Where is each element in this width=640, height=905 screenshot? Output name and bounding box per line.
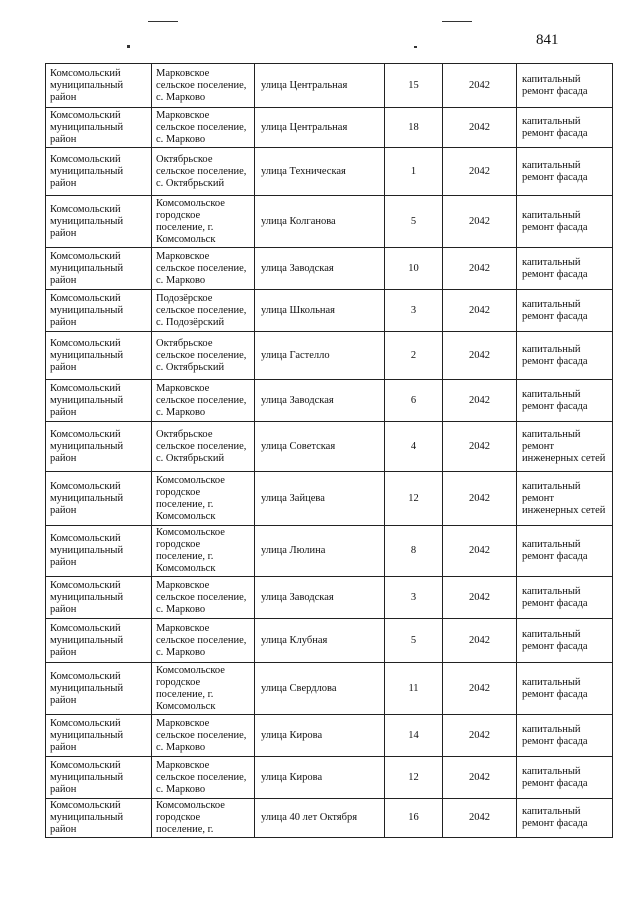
table-row: [46, 64, 613, 108]
district-cell: Комсомольский муниципальный район: [46, 715, 152, 757]
street-cell: улица Советская: [255, 422, 385, 472]
district-cell: Комсомольский муниципальный район: [46, 619, 152, 663]
work-type-cell: капитальный ремонт фасада: [517, 619, 613, 663]
district-cell: Комсомольский муниципальный район: [46, 248, 152, 290]
settlement-cell: Октябрьское сельское поселение, с. Октябрьский: [152, 148, 255, 196]
work-type-cell: капитальный ремонт фасада: [517, 196, 613, 248]
page-number: 841: [536, 32, 559, 48]
table-row: [46, 619, 613, 663]
street-cell: улица 40 лет Октября: [255, 799, 385, 838]
settlement-cell: Марковское сельское поселение, с. Марково: [152, 108, 255, 148]
table-row: [46, 332, 613, 380]
table-row: [46, 472, 613, 526]
table-row: [46, 108, 613, 148]
district-cell: Комсомольский муниципальный район: [46, 148, 152, 196]
settlement-cell: Комсомольское городское поселение, г. Комсомольск: [152, 472, 255, 526]
work-type-cell: капитальный ремонт фасада: [517, 248, 613, 290]
district-cell: Комсомольский муниципальный район: [46, 290, 152, 332]
district-cell: Комсомольский муниципальный район: [46, 577, 152, 619]
table-row: [46, 715, 613, 757]
scan-mark: [442, 21, 472, 22]
table-row: [46, 577, 613, 619]
house-number-cell: 18: [385, 108, 443, 148]
year-cell: 2042: [443, 715, 517, 757]
house-number-cell: 5: [385, 619, 443, 663]
house-number-cell: 16: [385, 799, 443, 838]
house-number-cell: 14: [385, 715, 443, 757]
year-cell: 2042: [443, 248, 517, 290]
year-cell: 2042: [443, 380, 517, 422]
house-number-cell: 4: [385, 422, 443, 472]
district-cell: Комсомольский муниципальный район: [46, 663, 152, 715]
settlement-cell: Комсомольское городское поселение, г.: [152, 799, 255, 838]
street-cell: улица Центральная: [255, 108, 385, 148]
work-type-cell: капитальный ремонт инженерных сетей: [517, 472, 613, 526]
house-number-cell: 3: [385, 290, 443, 332]
work-type-cell: капитальный ремонт фасада: [517, 290, 613, 332]
settlement-cell: Октябрьское сельское поселение, с. Октябрьский: [152, 332, 255, 380]
work-type-cell: капитальный ремонт фасада: [517, 64, 613, 108]
table-row: [46, 148, 613, 196]
settlement-cell: Марковское сельское поселение, с. Марково: [152, 64, 255, 108]
year-cell: 2042: [443, 64, 517, 108]
house-number-cell: 12: [385, 472, 443, 526]
work-type-cell: капитальный ремонт фасада: [517, 148, 613, 196]
work-type-cell: капитальный ремонт фасада: [517, 799, 613, 838]
settlement-cell: Марковское сельское поселение, с. Марково: [152, 248, 255, 290]
street-cell: улица Зайцева: [255, 472, 385, 526]
street-cell: улица Клубная: [255, 619, 385, 663]
settlement-cell: Марковское сельское поселение, с. Марково: [152, 380, 255, 422]
year-cell: 2042: [443, 290, 517, 332]
house-number-cell: 11: [385, 663, 443, 715]
street-cell: улица Кирова: [255, 757, 385, 799]
house-number-cell: 8: [385, 526, 443, 577]
work-type-cell: капитальный ремонт инженерных сетей: [517, 422, 613, 472]
district-cell: Комсомольский муниципальный район: [46, 332, 152, 380]
work-type-cell: капитальный ремонт фасада: [517, 577, 613, 619]
settlement-cell: Подозёрское сельское поселение, с. Подозёрский: [152, 290, 255, 332]
table-row: [46, 422, 613, 472]
work-type-cell: капитальный ремонт фасада: [517, 526, 613, 577]
table-row: [46, 380, 613, 422]
year-cell: 2042: [443, 108, 517, 148]
house-number-cell: 12: [385, 757, 443, 799]
work-type-cell: капитальный ремонт фасада: [517, 757, 613, 799]
district-cell: Комсомольский муниципальный район: [46, 108, 152, 148]
street-cell: улица Школьная: [255, 290, 385, 332]
street-cell: улица Гастелло: [255, 332, 385, 380]
house-number-cell: 3: [385, 577, 443, 619]
settlement-cell: Комсомольское городское поселение, г. Комсомольск: [152, 196, 255, 248]
year-cell: 2042: [443, 577, 517, 619]
year-cell: 2042: [443, 799, 517, 838]
settlement-cell: Комсомольское городское поселение, г. Комсомольск: [152, 526, 255, 577]
house-number-cell: 5: [385, 196, 443, 248]
year-cell: 2042: [443, 472, 517, 526]
settlement-cell: Комсомольское городское поселение, г. Комсомольск: [152, 663, 255, 715]
work-type-cell: капитальный ремонт фасада: [517, 108, 613, 148]
table-row: [46, 799, 613, 838]
table-row: [46, 196, 613, 248]
district-cell: Комсомольский муниципальный район: [46, 422, 152, 472]
table-row: [46, 248, 613, 290]
year-cell: 2042: [443, 757, 517, 799]
table-row: [46, 526, 613, 577]
year-cell: 2042: [443, 332, 517, 380]
street-cell: улица Люлина: [255, 526, 385, 577]
scan-mark: [148, 21, 178, 22]
district-cell: Комсомольский муниципальный район: [46, 757, 152, 799]
table-row: [46, 663, 613, 715]
scan-mark: [414, 46, 417, 48]
district-cell: Комсомольский муниципальный район: [46, 526, 152, 577]
house-number-cell: 2: [385, 332, 443, 380]
district-cell: Комсомольский муниципальный район: [46, 472, 152, 526]
street-cell: улица Техническая: [255, 148, 385, 196]
settlement-cell: Марковское сельское поселение, с. Марково: [152, 757, 255, 799]
work-type-cell: капитальный ремонт фасада: [517, 332, 613, 380]
house-number-cell: 1: [385, 148, 443, 196]
street-cell: улица Заводская: [255, 577, 385, 619]
work-type-cell: капитальный ремонт фасада: [517, 380, 613, 422]
year-cell: 2042: [443, 526, 517, 577]
settlement-cell: Марковское сельское поселение, с. Марково: [152, 577, 255, 619]
street-cell: улица Заводская: [255, 380, 385, 422]
street-cell: улица Центральная: [255, 64, 385, 108]
street-cell: улица Колганова: [255, 196, 385, 248]
table-body: [46, 64, 613, 838]
work-type-cell: капитальный ремонт фасада: [517, 715, 613, 757]
district-cell: Комсомольский муниципальный район: [46, 799, 152, 838]
table-row: [46, 290, 613, 332]
data-table: [45, 63, 613, 838]
work-type-cell: капитальный ремонт фасада: [517, 663, 613, 715]
settlement-cell: Октябрьское сельское поселение, с. Октябрьский: [152, 422, 255, 472]
year-cell: 2042: [443, 196, 517, 248]
house-number-cell: 10: [385, 248, 443, 290]
settlement-cell: Марковское сельское поселение, с. Марково: [152, 619, 255, 663]
district-cell: Комсомольский муниципальный район: [46, 196, 152, 248]
street-cell: улица Заводская: [255, 248, 385, 290]
district-cell: Комсомольский муниципальный район: [46, 380, 152, 422]
settlement-cell: Марковское сельское поселение, с. Марково: [152, 715, 255, 757]
table-row: [46, 757, 613, 799]
year-cell: 2042: [443, 663, 517, 715]
year-cell: 2042: [443, 619, 517, 663]
year-cell: 2042: [443, 148, 517, 196]
street-cell: улица Кирова: [255, 715, 385, 757]
street-cell: улица Свердлова: [255, 663, 385, 715]
house-number-cell: 6: [385, 380, 443, 422]
district-cell: Комсомольский муниципальный район: [46, 64, 152, 108]
year-cell: 2042: [443, 422, 517, 472]
house-number-cell: 15: [385, 64, 443, 108]
scan-mark: [127, 45, 130, 48]
